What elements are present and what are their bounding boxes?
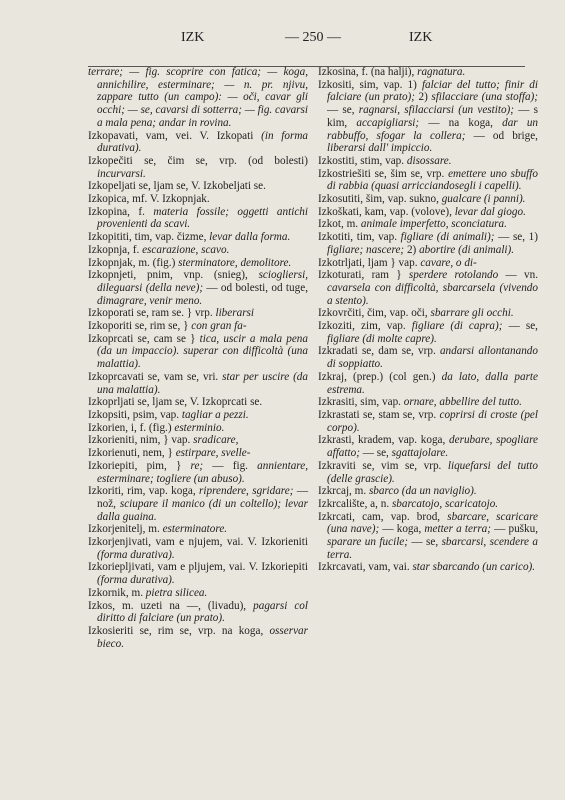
dictionary-entry: [318, 79, 538, 155]
entry-gloss: coprirsi di croste (pel corpo).: [327, 408, 539, 434]
entry-text: Izkrasti, kradem, vap. koga,: [318, 434, 450, 447]
entry-text: Izkos, m. uzeti na —, (livadu),: [88, 599, 254, 612]
entry-text: Izkrcati, cam, vap. brod,: [318, 510, 448, 523]
entry-text: Izkosutiti, šim, vap. sukno,: [318, 193, 442, 206]
entry-gloss: gualcare (i panni).: [441, 193, 526, 206]
entry-gloss: accapigliarsi;: [356, 116, 420, 129]
entry-text: Izkoriepiti, pim, }: [88, 459, 191, 472]
dictionary-entry: [88, 447, 308, 460]
entry-gloss: metter a terra;: [424, 523, 491, 536]
entry-gloss: da lato, dalla parte estrema.: [327, 370, 538, 396]
entry-text: Izkotiti, tim, vap.: [318, 231, 401, 244]
entry-gloss: sbarcare, scaricare (una nave);: [327, 510, 538, 536]
dictionary-entry: [88, 523, 308, 536]
dictionary-entry: [318, 485, 538, 498]
entry-text: Izkrastati se, stam se, vrp.: [318, 408, 440, 421]
dictionary-entry: [88, 485, 308, 523]
dictionary-entry: [318, 434, 538, 459]
dictionary-entry: [318, 257, 538, 270]
entry-gloss: sbarrare gli occhi.: [430, 307, 514, 320]
entry-gloss: tagliar a pezzi.: [181, 408, 249, 421]
dictionary-entry: [88, 536, 308, 561]
entry-gloss: (in forma durativa).: [97, 129, 309, 155]
entry-text: — pušku,: [491, 523, 539, 536]
entry-gloss: esterminatore.: [162, 523, 228, 536]
dictionary-entry: [318, 218, 538, 231]
dictionary-entry: [88, 600, 308, 625]
entry-gloss: sciogliersi, dileguarsi (della neve);: [97, 269, 308, 294]
dictionary-entry: [88, 244, 308, 257]
page-number: — 250 —: [285, 30, 341, 45]
entry-text: Izkorjenitelj, m.: [88, 523, 163, 536]
entry-text: — fig.: [203, 459, 258, 472]
entry-gloss: terrare; — fig. scoprire con fatica; — koga, annichilire, esterminare; — n. pr. njivu, zappare tutto (un campo): — oči, cavar gli occhi; — se, cavarsi di sotterra; — fig. cavarsi a mala pena; andar in rovina.: [88, 66, 308, 129]
entry-gloss: derubare, spogliare affatto;: [327, 434, 538, 460]
entry-gloss: levar dalla forma.: [209, 231, 291, 244]
dictionary-entry: [318, 307, 538, 320]
entry-text: Izkopititi, tim, vap. čizme,: [88, 231, 210, 244]
entry-gloss: incurvarsi.: [97, 167, 146, 180]
dictionary-entry: [88, 371, 308, 396]
entry-gloss: cavare, o di-: [420, 256, 477, 269]
dictionary-entry: [318, 231, 538, 256]
dictionary-entry: [318, 155, 538, 168]
entry-text: — se, 1): [494, 231, 538, 244]
entry-text: — vn.: [498, 269, 538, 282]
entry-text: Izkoprcati se, cam se }: [88, 332, 200, 345]
dictionary-entry: [88, 434, 308, 447]
entry-gloss: emettere uno sbuffo di rabbia (quasi arricciandosegli i capelli).: [327, 167, 538, 193]
entry-text: Izkoprcavati se, vam se, vri.: [88, 370, 223, 383]
page-header: [0, 30, 565, 50]
entry-gloss: sbarcarsi, scendere a terra.: [327, 536, 539, 561]
entry-gloss: liberarsi dall' impiccio.: [327, 142, 433, 155]
entry-gloss: (forma durativa).: [97, 548, 175, 561]
dictionary-entry: [318, 193, 538, 206]
entry-gloss: escarazione, scavo.: [142, 243, 230, 256]
dictionary-entry: [318, 396, 538, 409]
dictionary-entry: [318, 168, 538, 193]
header-right-word: IZK: [409, 30, 433, 45]
entry-gloss: figliare (di capra);: [411, 320, 503, 333]
entry-text: Izkoporiti se, rim se, }: [88, 320, 192, 333]
entry-gloss: osservar bieco.: [97, 624, 308, 650]
entry-text: Izkoškati, kam, vap. (volove),: [318, 205, 455, 218]
entry-gloss: liquefarsi del tutto (delle grascie).: [327, 459, 538, 485]
entry-text: Izkoprljati se, ljam se, V. Izkoprcati se.: [88, 396, 263, 409]
entry-gloss: levar dal giogo.: [454, 205, 526, 218]
entry-text: Izkosieriti se, rim se, vrp. na koga,: [88, 624, 270, 637]
entry-gloss: star per uscire (da una malattia).: [97, 370, 308, 396]
entry-text: Izkorieniti, nim, } vap.: [88, 434, 194, 447]
entry-gloss: sfilacciare (una stoffa);: [431, 91, 538, 104]
entry-gloss: figliare; nascere;: [327, 243, 405, 256]
entry-text: — koga,: [379, 523, 425, 536]
dictionary-entry: [88, 396, 308, 409]
dictionary-entry: [88, 206, 308, 231]
entry-text: Izkrcavati, vam, vai.: [318, 561, 413, 574]
dictionary-entry: [88, 409, 308, 422]
dictionary-entry: [318, 561, 538, 574]
entry-gloss: sgattajolare.: [391, 447, 449, 460]
entry-gloss: ornare, abbellire del tutto.: [403, 396, 522, 409]
dictionary-entry: [318, 498, 538, 511]
right-column: [318, 66, 538, 574]
dictionary-entry: [88, 155, 308, 180]
entry-text: Izkopeljati se, ljam se, V. Izkobeljati se.: [88, 180, 266, 193]
entry-gloss: liberarsi: [215, 307, 255, 320]
entry-text: Izkoriepljivati, vam e pljujem, vai. V. Izkoriepiti: [88, 561, 308, 574]
dictionary-entry: [318, 460, 538, 485]
entry-text: Izkoriti, rim, vap. koga,: [88, 485, 200, 498]
entry-gloss: materia fossile; oggetti antichi provenienti da scavi.: [97, 205, 308, 231]
entry-gloss: sradicare,: [193, 434, 239, 447]
entry-text: Izkovrčiti, čim, vap. oči,: [318, 307, 431, 320]
dictionary-entry: [88, 460, 308, 485]
entry-text: Izkotrljati, ljam } vap.: [318, 256, 421, 269]
entry-text: — se,: [327, 104, 359, 117]
entry-gloss: sbarcatojo, scaricatojo.: [391, 497, 499, 510]
dictionary-entry: [88, 333, 308, 371]
dictionary-entry: [318, 371, 538, 396]
entry-gloss: annientare, esterminare; togliere (un abuso).: [97, 459, 308, 485]
entry-gloss: estirpare, svelle-: [175, 447, 251, 460]
entry-text: Izkopina, f.: [88, 205, 154, 218]
entry-gloss: ragnarsi, sfilacciarsi (un vestito);: [358, 104, 515, 117]
entry-text: — od bolesti, od tuge,: [203, 281, 308, 294]
entry-gloss: sciupare il manico (di un coltello); levar dalla guaina.: [97, 497, 309, 523]
entry-gloss: falciar del tutto; finir di falciare (un prato);: [327, 78, 538, 104]
entry-text: Izkrcalište, a, n.: [318, 497, 392, 510]
entry-gloss: re;: [190, 459, 204, 472]
entry-text: Izkoporati se, ram se. } vrp.: [88, 307, 216, 320]
left-column: [88, 66, 308, 650]
entry-gloss: con gran fa-: [191, 320, 247, 333]
entry-text: 2): [415, 91, 432, 104]
entry-gloss: dimagrare, venir meno.: [97, 294, 203, 307]
entry-gloss: sperdere rotolando: [408, 269, 499, 282]
entry-text: Izkostriešiti se, šim se, vrp.: [318, 167, 449, 180]
entry-text: — na koga,: [419, 116, 503, 129]
entry-text: — se,: [502, 320, 538, 333]
entry-text: Izkopnjak, m. (fig.): [88, 256, 179, 269]
entry-text: Izkosina, f. (na halji),: [318, 66, 418, 78]
entry-gloss: dar un rabbuffo, sfogar la collera;: [327, 116, 539, 142]
entry-gloss: tica, uscir a mala pena (da un impaccio). superar con difficoltà (una malattia).: [97, 332, 308, 371]
dictionary-entry: [88, 180, 308, 193]
entry-gloss: ragnatura.: [417, 66, 466, 78]
entry-text: Izkradati se, dam se, vrp.: [318, 345, 440, 358]
entry-text: Izkot, m.: [318, 218, 361, 231]
dictionary-entry: [318, 206, 538, 219]
entry-text: 2): [404, 243, 420, 256]
entry-text: Izkrcaj, m.: [318, 485, 369, 498]
dictionary-entry: [318, 269, 538, 307]
entry-text: — s kim,: [327, 104, 538, 129]
dictionary-entry: [88, 561, 308, 586]
dictionary-entry: [88, 422, 308, 435]
entry-text: Izkopsiti, psim, vap.: [88, 408, 182, 421]
entry-gloss: pagarsi col diritto di falciare (un prato).: [97, 599, 308, 625]
entry-text: Izkopnjeti, pnim, vnp. (snieg),: [88, 269, 259, 282]
entry-text: Izkraviti se, vim se, vrp.: [318, 459, 448, 472]
entry-gloss: abortire (di animali).: [419, 243, 515, 256]
entry-text: Izkorien, i, f. (fig.): [88, 421, 175, 434]
entry-gloss: figliare (di molte capre).: [327, 332, 437, 345]
dictionary-entry: [88, 193, 308, 206]
entry-text: Izkostiti, stim, vap.: [318, 154, 407, 167]
entry-text: — od brige,: [465, 129, 538, 142]
dictionary-entry: [88, 320, 308, 333]
entry-gloss: disossare.: [406, 154, 452, 167]
entry-text: Izkornik, m.: [88, 586, 146, 599]
entry-gloss: riprendere, sgridare;: [199, 485, 294, 498]
entry-text: — se,: [408, 536, 442, 549]
entry-gloss: sterminatore, demolitore.: [178, 256, 292, 269]
entry-gloss: esterminio.: [174, 421, 225, 434]
entry-gloss: (forma durativa).: [97, 574, 175, 587]
dictionary-entry: [318, 511, 538, 562]
entry-gloss: star sbarcando (un carico).: [412, 561, 536, 574]
entry-gloss: animale imperfetto, sconciatura.: [360, 218, 507, 231]
entry-text: Izkorjenjivati, vam e njujem, vai. V. Izkorieniti: [88, 536, 308, 549]
dictionary-entry: [88, 257, 308, 270]
entry-gloss: figliare (di animali);: [400, 231, 495, 244]
entry-text: Izkrasiti, sim, vap.: [318, 396, 404, 409]
dictionary-entry: [88, 587, 308, 600]
entry-gloss: sparare un fucile;: [327, 536, 408, 549]
dictionary-entry: [88, 625, 308, 650]
entry-text: Izkopečiti se, čim se, vrp. (od bolesti): [88, 154, 308, 167]
dictionary-entry: [88, 231, 308, 244]
entry-text: Izkraj, (prep.) (col gen.): [318, 370, 442, 383]
dictionary-entry: [318, 345, 538, 370]
header-left-word: IZK: [181, 30, 205, 45]
entry-text: Izkositi, sim, vap. 1): [318, 78, 422, 91]
entry-gloss: sbarco (da un naviglio).: [368, 485, 477, 498]
entry-gloss: andarsi allontanando di soppiatto.: [327, 345, 538, 371]
entry-text: Izkopica, mf. V. Izkopnjak.: [88, 193, 210, 206]
entry-text: Izkoziti, zim, vap.: [318, 320, 412, 333]
entry-text: Izkoturati, ram }: [318, 269, 409, 282]
dictionary-entry: [88, 66, 308, 130]
dictionary-entry: [318, 409, 538, 434]
dictionary-entry: [88, 130, 308, 155]
entry-text: Izkopavati, vam, vei. V. Izkopati: [88, 129, 262, 142]
entry-text: Izkorienuti, nem, }: [88, 447, 176, 460]
entry-gloss: cavarsela con difficoltà, sbarcarsela (vivendo a stento).: [327, 281, 538, 307]
entry-gloss: pietra silicea.: [145, 586, 208, 599]
dictionary-entry: [88, 307, 308, 320]
entry-text: — nož,: [97, 485, 309, 510]
entry-text: Izkopnja, f.: [88, 243, 143, 256]
entry-text: — se,: [359, 447, 392, 460]
dictionary-entry: [88, 269, 308, 307]
dictionary-entry: [318, 320, 538, 345]
dictionary-entry: [318, 66, 538, 79]
